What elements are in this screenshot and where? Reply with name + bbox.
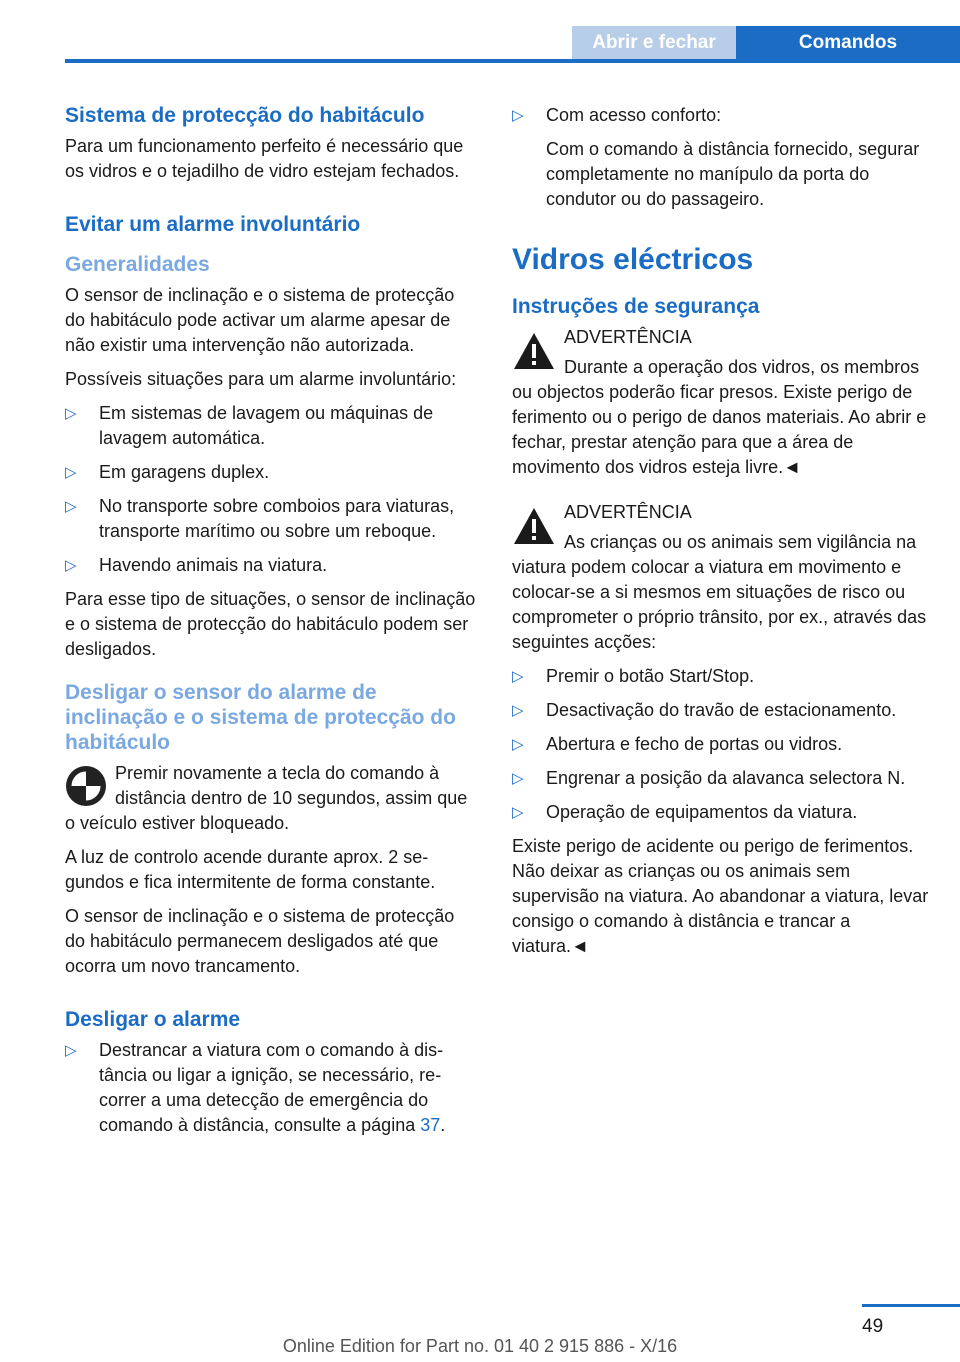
list-item: ▷ Operação de equipamentos da viatura. bbox=[512, 800, 930, 825]
warning-title: ADVERTÊNCIA bbox=[564, 327, 692, 347]
warning-text: As crianças ou os animais sem vigilância na viatura podem colocar a viatura em movimento e colocar-se a si mesmos em situações de risco ou comprometer o próprio trânsito, por ex., através das seguintes acções: bbox=[512, 532, 927, 652]
warning-triangle-icon bbox=[512, 500, 556, 546]
footer-rule bbox=[862, 1304, 960, 1307]
alarme-list bbox=[65, 1038, 477, 1138]
acoes-list bbox=[512, 664, 930, 825]
page-reference-link[interactable]: 37 bbox=[420, 1115, 441, 1135]
triangle-bullet-icon: ▷ bbox=[512, 804, 524, 821]
triangle-bullet-icon: ▷ bbox=[65, 1042, 77, 1059]
tab-comandos[interactable]: Comandos bbox=[736, 26, 960, 59]
list-item: ▷ Havendo animais na viatura. bbox=[65, 553, 477, 578]
list-item: ▷ Engrenar a posição da alavanca selectora N. bbox=[512, 766, 930, 791]
warning-block-2 bbox=[512, 500, 930, 655]
paragraph-premir: Premir novamente a tecla do comando à distância dentro de 10 segundos, assim que o veículo estiver bloqueado. bbox=[65, 763, 468, 833]
list-item: ▷ No transporte sobre comboios para viaturas, transporte marítimo ou sobre um reboque. bbox=[65, 496, 455, 541]
triangle-bullet-icon: ▷ bbox=[512, 702, 524, 719]
list-item: ▷ Premir o botão Start/Stop. bbox=[512, 664, 930, 689]
heading-vidros-electricos: Vidros eléctricos bbox=[512, 243, 754, 276]
list-item: ▷ Abertura e fecho de portas ou vidros. bbox=[512, 732, 930, 757]
page-number: 49 bbox=[862, 1316, 884, 1337]
heading-instrucoes-seguranca: Instruções de segurança bbox=[512, 295, 760, 318]
tab-abrir-e-fechar[interactable]: Abrir e fechar bbox=[572, 26, 736, 59]
triangle-bullet-icon: ▷ bbox=[512, 736, 524, 753]
bmw-key-icon bbox=[65, 765, 107, 807]
warning-text: Durante a operação dos vidros, os membros ou objectos poderão ficar presos. Existe perigo de ferimento ou o perigo de danos materiais. Ao abrir e fechar, prestar atenção para que a área de movimento dos vidros esteja livre.◄ bbox=[512, 357, 927, 477]
warning-block-1 bbox=[512, 325, 930, 480]
paragraph-generalidades-1: O sensor de inclinação e o sistema de protecção do habitáculo pode activar um alarme apesar de não existir uma intervenção não autorizada. bbox=[65, 285, 455, 355]
heading-sistema-proteccao: Sistema de protecção do habitáculo bbox=[65, 104, 425, 127]
left-column bbox=[65, 103, 477, 1147]
paragraph-existe-perigo: Existe perigo de acidente ou perigo de ferimentos. Não deixar as crianças ou os animais sem supervisão na viatura. Ao abandonar a viatura, levar consigo o comando à distância e trancar a viatura.◄ bbox=[512, 836, 929, 956]
header-rule bbox=[65, 59, 960, 63]
list-item: ▷ Com acesso conforto: Com o comando à distância fornecido, segurar completamente no manípulo da porta do condutor ou do passageiro. bbox=[512, 105, 920, 209]
warning-title: ADVERTÊNCIA bbox=[564, 502, 692, 522]
triangle-bullet-icon: ▷ bbox=[512, 107, 524, 124]
triangle-bullet-icon: ▷ bbox=[512, 668, 524, 685]
triangle-bullet-icon: ▷ bbox=[65, 557, 77, 574]
list-item: ▷ Destrancar a viatura com o comando à distância ou ligar a ignição, se necessário, recorrer a uma detecção de emergência do comando à distância, consulte a página 37. bbox=[65, 1040, 446, 1135]
key-instruction bbox=[65, 761, 477, 836]
right-column bbox=[512, 103, 930, 968]
heading-generalidades: Generalidades bbox=[65, 253, 210, 276]
heading-desligar-alarme: Desligar o alarme bbox=[65, 1008, 241, 1031]
paragraph-generalidades-2: Possíveis situações para um alarme involuntário: bbox=[65, 369, 457, 389]
paragraph-sensor: O sensor de inclinação e o sistema de protecção do habitáculo permanecem desligados até que ocorra um novo trancamento. bbox=[65, 906, 455, 976]
triangle-bullet-icon: ▷ bbox=[65, 405, 77, 422]
heading-desligar-sensor: Desligar o sensor do alarme de inclinação e o sistema de protecção do habitáculo bbox=[65, 681, 456, 754]
triangle-bullet-icon: ▷ bbox=[512, 770, 524, 787]
conforto-list bbox=[512, 103, 930, 212]
warning-triangle-icon bbox=[512, 325, 556, 371]
list-item: ▷ Em sistemas de lavagem ou máquinas de lavagem automática. bbox=[65, 403, 434, 448]
paragraph-sistema: Para um funcionamento perfeito é necessário que os vidros e o tejadilho de vidro estejam fechados. bbox=[65, 136, 464, 181]
list-item: ▷ Em garagens duplex. bbox=[65, 460, 477, 485]
triangle-bullet-icon: ▷ bbox=[65, 498, 77, 515]
paragraph-luz: A luz de controlo acende durante aprox. 2 segundos e fica intermitente de forma constante. bbox=[65, 847, 436, 892]
triangle-bullet-icon: ▷ bbox=[65, 464, 77, 481]
footer-edition: Online Edition for Part no. 01 40 2 915 886 - X/16 bbox=[282, 1336, 678, 1356]
paragraph-generalidades-3: Para esse tipo de situações, o sensor de inclinação e o sistema de protecção do habitáculo podem ser desligados. bbox=[65, 589, 476, 659]
list-item: ▷ Desactivação do travão de estacionamento. bbox=[512, 698, 930, 723]
heading-evitar-alarme: Evitar um alarme involuntário bbox=[65, 213, 361, 236]
situations-list bbox=[65, 401, 477, 578]
